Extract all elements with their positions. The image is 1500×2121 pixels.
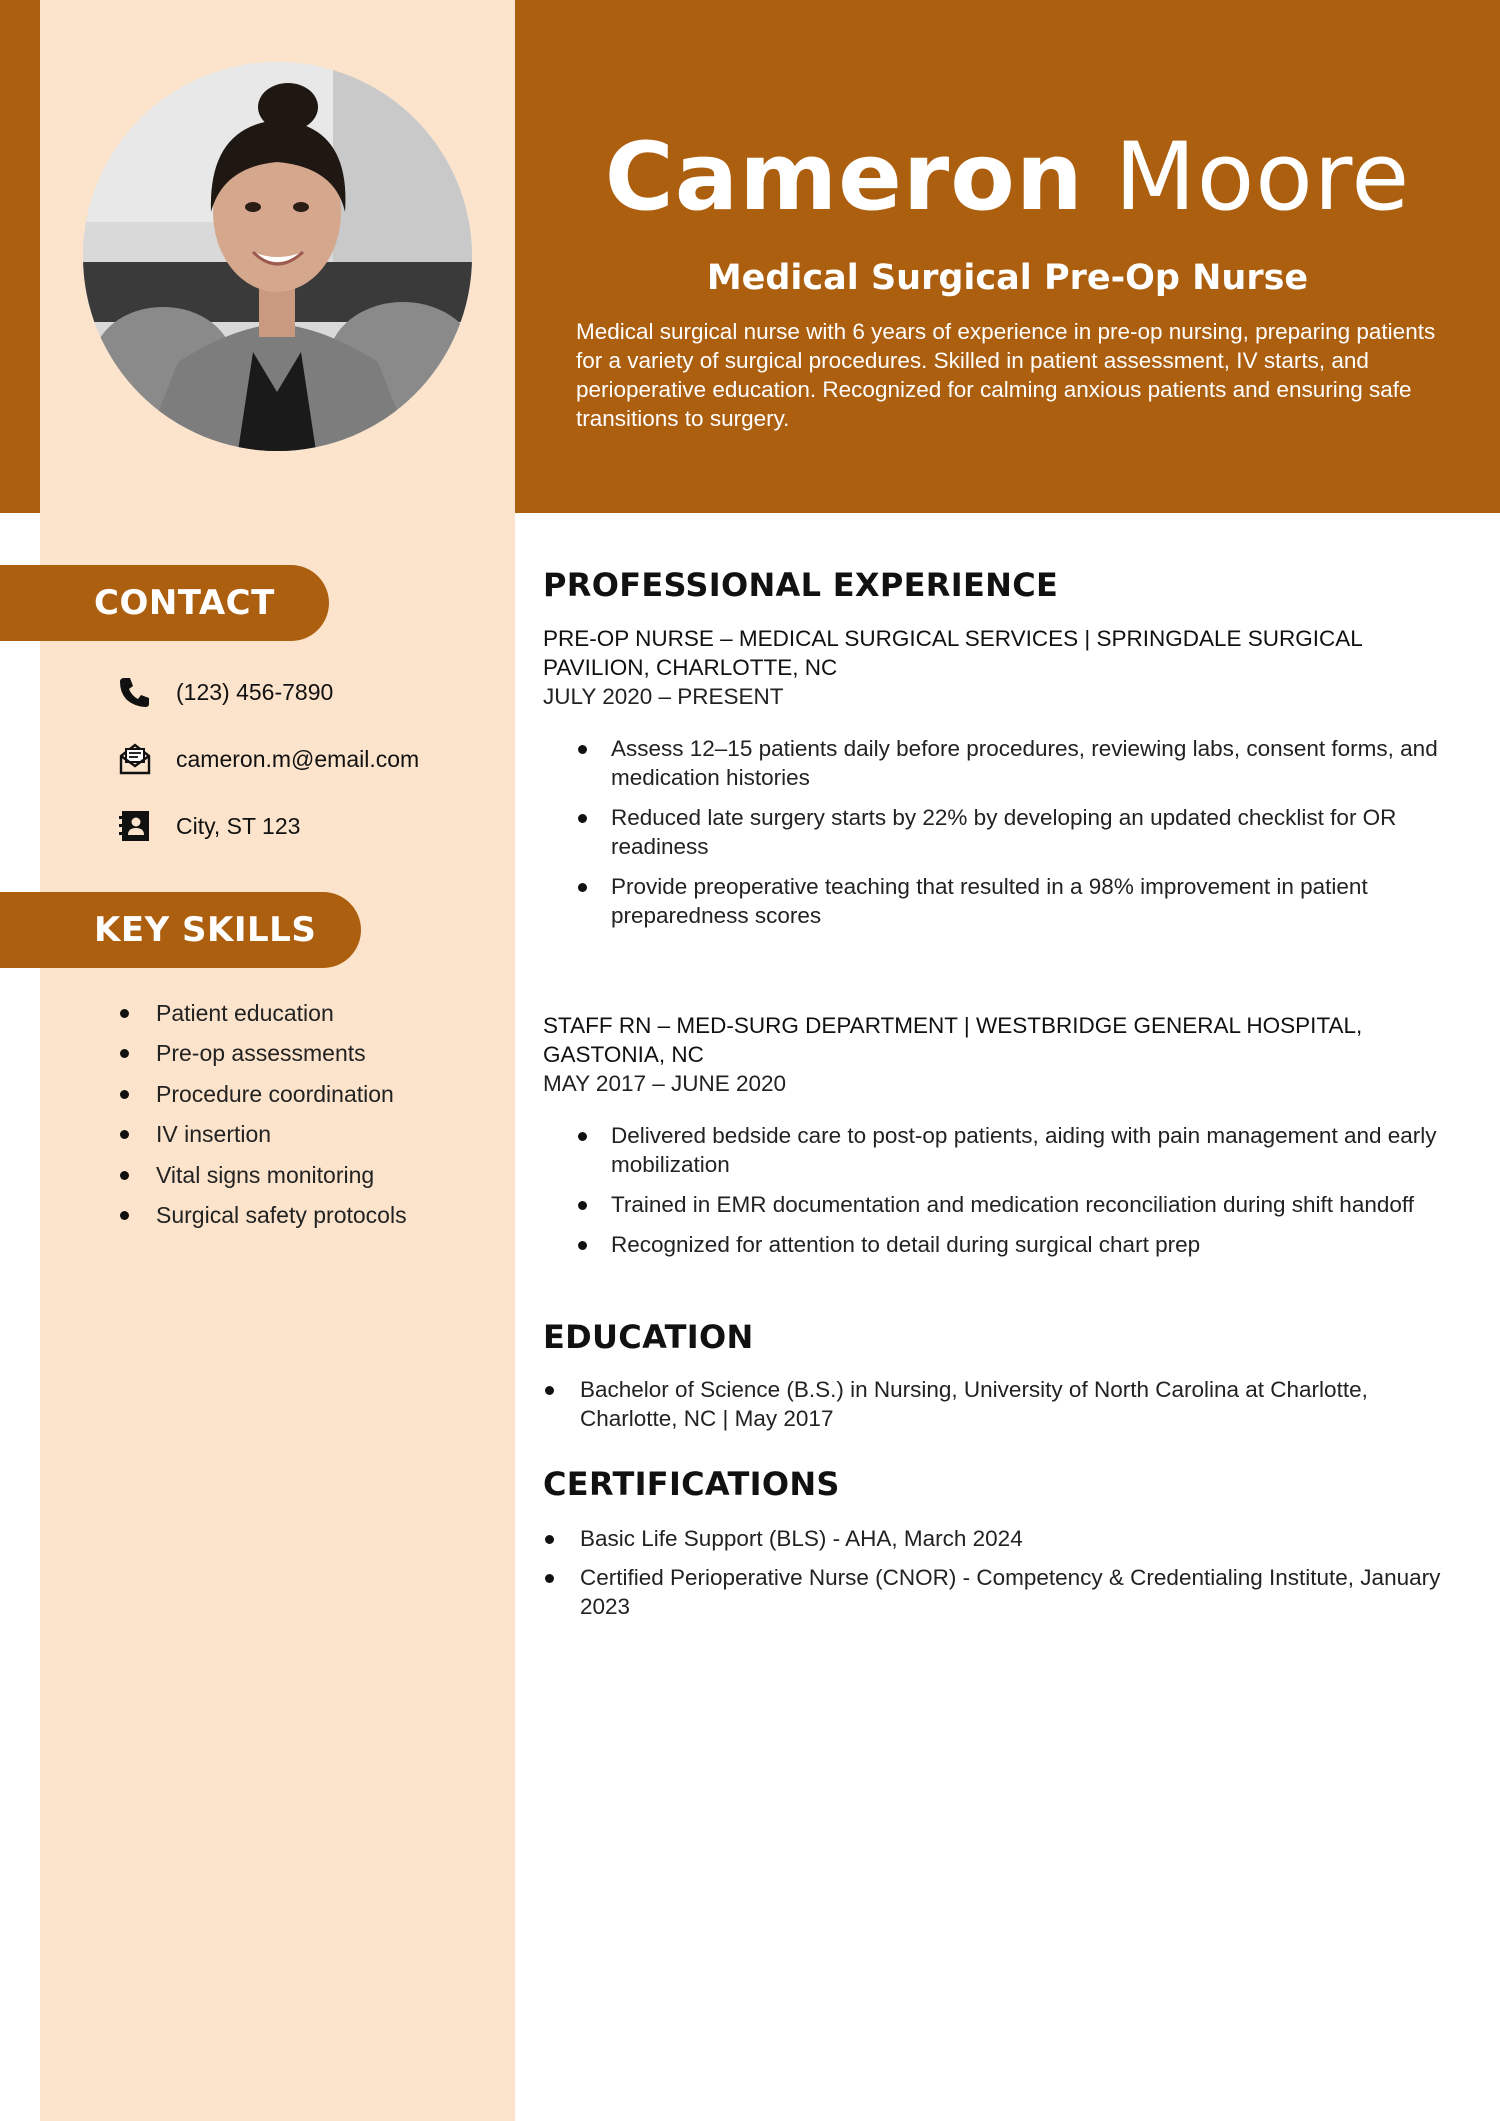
job-2-dates: MAY 2017 – JUNE 2020 xyxy=(543,1071,787,1096)
experience-heading: PROFESSIONAL EXPERIENCE xyxy=(543,566,1059,604)
certification-item: Basic Life Support (BLS) - AHA, March 2024 xyxy=(543,1524,1458,1553)
contact-phone[interactable] xyxy=(118,672,333,712)
contact-address xyxy=(118,806,300,846)
job-1-bullets xyxy=(578,734,1458,941)
email-icon xyxy=(118,742,152,776)
profile-photo xyxy=(83,62,472,451)
portrait-illustration xyxy=(83,62,472,451)
last-name: Moore xyxy=(1114,123,1411,232)
certifications-list xyxy=(543,1524,1458,1631)
job-2-bullets xyxy=(578,1121,1458,1270)
skill-item: IV insertion xyxy=(118,1114,407,1154)
job-bullet: Assess 12–15 patients daily before procedures, reviewing labs, consent forms, and medication histories xyxy=(578,734,1458,792)
job-1-title: PRE-OP NURSE – MEDICAL SURGICAL SERVICES | SPRINGDALE SURGICAL PAVILION, CHARLOTTE, NC xyxy=(543,626,1362,680)
job-bullet: Delivered bedside care to post-op patients, aiding with pain management and early mobilization xyxy=(578,1121,1458,1179)
profile-summary: Medical surgical nurse with 6 years of experience in pre-op nursing, preparing patients for a variety of surgical procedures. Skilled in patient assessment, IV starts, and perioperative education. Recognized for calming anxious patients and ensuring safe transitions to surgery. xyxy=(576,319,1436,431)
job-bullet: Reduced late surgery starts by 22% by developing an updated checklist for OR readiness xyxy=(578,803,1458,861)
skill-item: Procedure coordination xyxy=(118,1074,407,1114)
contact-phone-text: (123) 456-7890 xyxy=(176,678,334,705)
contact-address-text: City, ST 123 xyxy=(176,812,301,839)
contact-email-text: cameron.m@email.com xyxy=(176,745,420,772)
skill-item: Pre-op assessments xyxy=(118,1033,407,1073)
skills-list xyxy=(118,993,407,1235)
job-2-title: STAFF RN – MED-SURG DEPARTMENT | WESTBRIDGE GENERAL HOSPITAL, GASTONIA, NC xyxy=(543,1013,1363,1067)
skill-item: Vital signs monitoring xyxy=(118,1155,407,1195)
skill-item: Patient education xyxy=(118,993,407,1033)
candidate-name xyxy=(515,118,1500,238)
contact-email[interactable] xyxy=(118,739,419,779)
skill-item: Surgical safety protocols xyxy=(118,1195,407,1235)
first-name: Cameron xyxy=(604,123,1084,232)
phone-icon xyxy=(118,675,152,709)
header-left-strip xyxy=(0,0,40,513)
contact-heading: CONTACT xyxy=(0,565,329,641)
job-bullet: Recognized for attention to detail during surgical chart prep xyxy=(578,1230,1458,1259)
job-title: Medical Surgical Pre-Op Nurse xyxy=(706,258,1309,298)
certification-item: Certified Perioperative Nurse (CNOR) - Competency & Credentialing Institute, January 2023 xyxy=(543,1563,1458,1621)
job-1-dates: JULY 2020 – PRESENT xyxy=(543,684,784,709)
skills-heading: KEY SKILLS xyxy=(0,892,361,968)
job-bullet: Provide preoperative teaching that resulted in a 98% improvement in patient preparedness scores xyxy=(578,872,1458,930)
certifications-heading: CERTIFICATIONS xyxy=(543,1465,840,1503)
address-icon xyxy=(118,809,152,843)
education-item: Bachelor of Science (B.S.) in Nursing, University of North Carolina at Charlotte, Charlotte, NC | May 2017 xyxy=(543,1375,1458,1433)
education-heading: EDUCATION xyxy=(543,1318,754,1356)
job-bullet: Trained in EMR documentation and medication reconciliation during shift handoff xyxy=(578,1190,1458,1219)
education-list xyxy=(543,1375,1458,1443)
